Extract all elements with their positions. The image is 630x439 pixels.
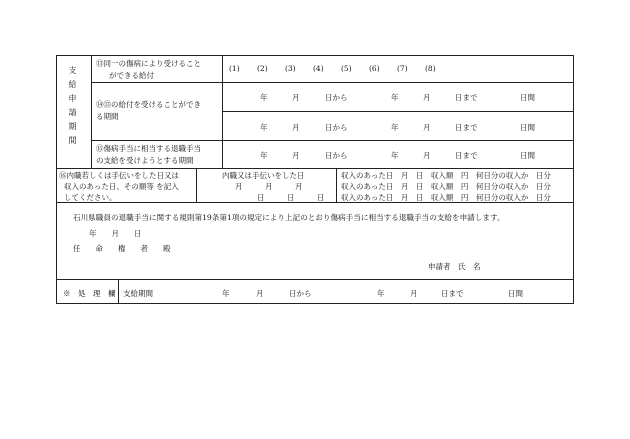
period-days: 日間	[520, 123, 535, 132]
benefit-number: (8)	[425, 64, 436, 73]
processing-divider	[118, 279, 119, 304]
row16-left-line1: ⑯内職若しくは手伝いをした日又は	[59, 171, 179, 180]
row16-divider-b	[336, 168, 337, 202]
row16-mid-line3: 日 日 日	[257, 193, 325, 202]
side-divider	[91, 55, 92, 168]
period-month2: 月	[423, 151, 431, 160]
benefit-number: (5)	[341, 64, 352, 73]
period-from: 日から	[325, 123, 348, 132]
row14-label-line2: る期間	[96, 112, 119, 121]
frame-right	[573, 55, 574, 304]
period-month: 月	[292, 151, 300, 160]
row15-label-line1: ⑮傷病手当に相当する退職手当	[96, 144, 201, 153]
income-line-2: 収入のあった日 月 日 収入額 円 何日分の収入か 日分	[341, 182, 551, 191]
period-year: 年	[222, 289, 230, 298]
period-until: 日まで	[455, 151, 478, 160]
period-month: 月	[292, 123, 300, 132]
row15-label-line2: の支給を受けようとする期間	[96, 156, 194, 165]
period-days: 日間	[508, 289, 523, 298]
row16-left-line3: してください。	[64, 193, 117, 202]
row16-divider-a	[196, 168, 197, 202]
statement-addressee: 任 命 権 者 殿	[73, 244, 171, 253]
processing-label: ※ 処 理 欄	[63, 289, 116, 298]
period-month2: 月	[410, 289, 418, 298]
period-from: 日から	[325, 93, 348, 102]
frame-top	[56, 55, 574, 56]
period-month2: 月	[423, 93, 431, 102]
period-days: 日間	[520, 151, 535, 160]
row14-label-line1: ⑭⑬の給付を受けることができ	[96, 100, 201, 109]
statement-applicant: 申請者 氏 名	[428, 262, 481, 271]
period-year2: 年	[391, 151, 399, 160]
period-month2: 月	[423, 123, 431, 132]
period-from: 日から	[289, 289, 312, 298]
frame-left	[56, 55, 57, 304]
period-until: 日まで	[455, 93, 478, 102]
period-month: 月	[256, 289, 264, 298]
period-month: 月	[292, 93, 300, 102]
row13-label-line2: ができる給付	[109, 71, 154, 80]
benefit-number: (6)	[369, 64, 380, 73]
row16-mid-line1: 内職又は手伝いをした日	[222, 171, 305, 180]
row14-mid	[222, 111, 574, 112]
period-year2: 年	[391, 123, 399, 132]
benefit-number: (2)	[257, 64, 268, 73]
row16-left-line2: 収入のあった日、その額等 を記入	[64, 182, 179, 191]
income-line-3: 収入のあった日 月 日 収入額 円 何日分の収入か 日分	[341, 193, 551, 202]
period-year: 年	[260, 93, 268, 102]
period-until: 日まで	[455, 123, 478, 132]
period-year: 年	[260, 123, 268, 132]
processing-period-label: 支給期間	[123, 289, 153, 298]
row16-mid-line2: 月 月 月	[235, 182, 303, 191]
statement-bottom	[56, 279, 574, 280]
benefit-number: (3)	[285, 64, 296, 73]
row13-label-line1: ⑬同一の傷病により受けること	[96, 59, 201, 68]
benefit-number: (1)	[229, 64, 240, 73]
row15-bottom	[56, 168, 574, 169]
period-days: 日間	[520, 93, 535, 102]
period-from: 日から	[325, 151, 348, 160]
benefit-number: (4)	[313, 64, 324, 73]
statement-text: 石川県職員の退職手当に関する規則第19条第1項の規定により上記のとおり傷病手当に相当する退職手当の支給を申請します。	[73, 213, 505, 222]
period-until: 日まで	[441, 289, 464, 298]
side-label: 支給申請期間	[68, 66, 77, 150]
row13-bottom	[91, 82, 574, 83]
row14-bottom	[91, 140, 574, 141]
period-year: 年	[260, 151, 268, 160]
income-line-1: 収入のあった日 月 日 収入額 円 何日分の収入か 日分	[341, 171, 551, 180]
statement-date: 年 月 日	[89, 229, 142, 238]
period-year2: 年	[391, 93, 399, 102]
frame-bottom	[56, 303, 574, 304]
period-year2: 年	[377, 289, 385, 298]
benefit-number: (7)	[397, 64, 408, 73]
